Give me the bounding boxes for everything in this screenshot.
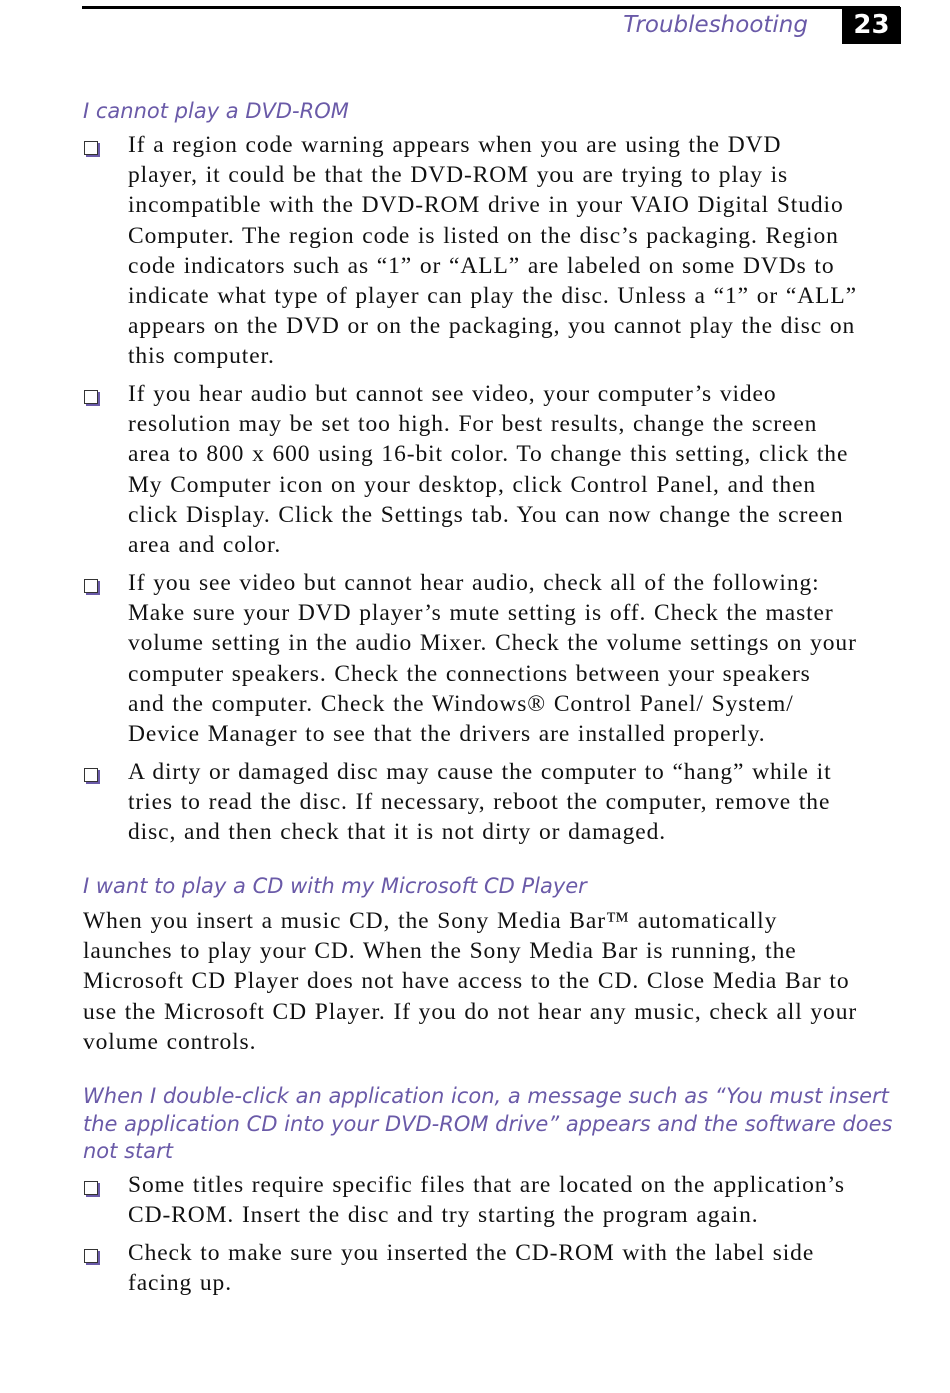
text-line: I want to play a CD with my Microsoft CD Player [83,874,587,898]
text-line: code indicators such as “1” or “ALL” are labeled on some DVDs to [128,252,835,279]
text-line: area to 800 x 600 using 16-bit color. To change this setting, click the [128,441,849,468]
checkbox-bullet-icon [84,1181,98,1195]
text-line: Microsoft CD Player does not have access to the CD. Close Media Bar to [83,968,850,995]
header-rule [82,6,900,9]
text-line: incompatible with the DVD-ROM drive in your VAIO Digital Studio [128,192,844,219]
text-line: If a region code warning appears when you are using the DVD [128,132,782,158]
section-heading [83,98,349,126]
text-line: Computer. The region code is listed on the disc’s packaging. Region [128,222,839,249]
bullet-item [128,379,848,560]
checkbox-bullet-icon [84,390,98,404]
text-line: computer speakers. Check the connections between your speakers [128,660,811,687]
text-line: When you insert a music CD, the Sony Media Bar™ automatically [83,908,778,934]
text-line: this computer. [128,343,275,370]
text-line: A dirty or damaged disc may cause the computer to “hang” while it [128,759,832,785]
text-line: the application CD into your DVD-ROM drive” appears and the software does [83,1111,893,1136]
text-line: When I double-click an application icon, a message such as “You must insert [83,1084,889,1108]
bullet-item [128,1170,845,1230]
bullet-item [128,568,857,749]
text-line: volume controls. [83,1028,257,1055]
text-line: My Computer icon on your desktop, click Control Panel, and then [128,471,817,498]
bullet-item [128,130,857,372]
text-line: tries to read the disc. If necessary, reboot the computer, remove the [128,789,831,816]
text-line: Check to make sure you inserted the CD-ROM with the label side [128,1240,815,1266]
bullet-item [128,1238,814,1298]
text-line: and the computer. Check the Windows® Control Panel/ System/ [128,690,794,717]
text-line: launches to play your CD. When the Sony Media Bar is running, the [83,938,797,965]
running-header: Troubleshooting [623,12,808,38]
text-line: I cannot play a DVD-ROM [83,99,349,123]
checkbox-bullet-icon [84,579,98,593]
text-line: CD-ROM. Insert the disc and try starting the program again. [128,1202,759,1229]
text-line: Make sure your DVD player’s mute setting is off. Check the master [128,600,834,627]
text-line: If you hear audio but cannot see video, your computer’s video [128,381,777,407]
section-heading [83,1083,892,1166]
text-line: disc, and then check that it is not dirty or damaged. [128,819,667,846]
text-line: appears on the DVD or on the packaging, you cannot play the disc on [128,313,856,340]
text-line: player, it could be that the DVD-ROM you are trying to play is [128,162,789,189]
text-line: If you see video but cannot hear audio, check all of the following: [128,570,820,596]
checkbox-bullet-icon [84,768,98,782]
text-line: Some titles require specific files that are located on the application’s [128,1172,845,1198]
page-number: 23 [842,7,901,44]
paragraph [83,906,857,1057]
text-line: use the Microsoft CD Player. If you do not hear any music, check all your [83,998,858,1025]
text-line: click Display. Click the Settings tab. You can now change the screen [128,501,844,528]
text-line: area and color. [128,532,282,559]
text-line: not start [83,1139,173,1163]
checkbox-bullet-icon [84,1249,98,1263]
text-line: resolution may be set too high. For best results, change the screen [128,411,818,438]
checkbox-bullet-icon [84,141,98,155]
bullet-item [128,757,832,848]
text-line: facing up. [128,1270,232,1297]
section-heading [83,873,587,901]
text-line: Device Manager to see that the drivers are installed properly. [128,721,766,748]
text-line: indicate what type of player can play the disc. Unless a “1” or “ALL” [128,283,857,310]
text-line: volume setting in the audio Mixer. Check the volume settings on your [128,630,857,657]
